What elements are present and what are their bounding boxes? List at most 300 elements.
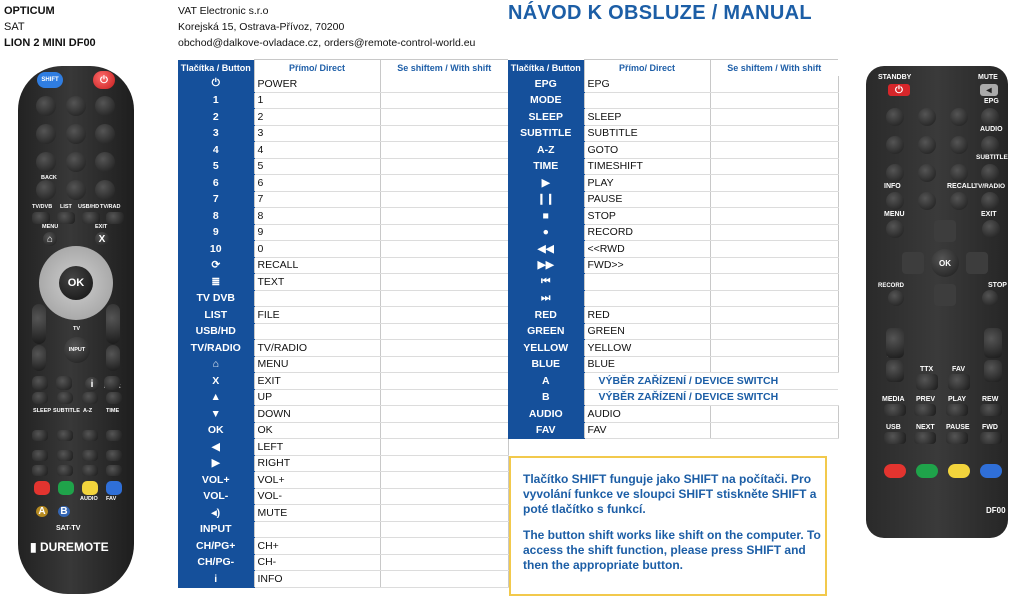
table-row <box>178 472 508 489</box>
button-cell: B <box>508 389 584 406</box>
shift-button: SHIFT <box>37 72 63 88</box>
button-cell: EPG <box>508 76 584 92</box>
button-cell: YELLOW <box>508 340 584 357</box>
table-row <box>178 373 508 390</box>
red-key-right <box>884 464 906 478</box>
table-row <box>508 323 838 340</box>
table-row <box>508 307 838 324</box>
button-cell: ≣ <box>178 274 254 291</box>
label-mute: MUTE <box>978 74 998 81</box>
number-key <box>66 96 86 116</box>
table-row <box>508 224 838 241</box>
remote-key <box>82 212 100 224</box>
remote-key <box>32 212 50 224</box>
table-row <box>508 356 838 373</box>
direct-cell: 8 <box>254 208 380 225</box>
remote-key <box>57 212 75 224</box>
direct-cell: UP <box>254 389 380 406</box>
direct-cell: 4 <box>254 142 380 159</box>
direct-cell: CH- <box>254 554 380 571</box>
remote-key <box>106 392 122 404</box>
shift-note-cz: Tlačítko SHIFT funguje jako SHIFT na počítači. Pro vyvolání funkce ve sloupci SHIFT stiskněte SHIFT a poté tlačítko s funkcí. <box>523 472 817 516</box>
table-row <box>508 208 838 225</box>
shift-cell <box>710 191 838 208</box>
direct-cell: 0 <box>254 241 380 258</box>
direct-cell: 9 <box>254 224 380 241</box>
shift-cell <box>380 191 508 208</box>
direct-cell: VOL- <box>254 488 380 505</box>
remote-key <box>106 212 124 224</box>
direct-cell: EXIT <box>254 373 380 390</box>
button-cell: 8 <box>178 208 254 225</box>
shift-cell <box>380 455 508 472</box>
remote-key <box>984 360 1002 382</box>
col-button: Tlačítka / Button <box>178 60 254 77</box>
button-cell: TV DVB <box>178 290 254 307</box>
button-cell: ◀ <box>178 439 254 456</box>
button-cell: 1 <box>178 92 254 109</box>
button-cell: ◀◀ <box>508 241 584 258</box>
label-list: LIST <box>60 204 72 210</box>
col-button: Tlačítka / Button <box>508 60 584 77</box>
button-cell: 3 <box>178 125 254 142</box>
direct-cell: FAV <box>584 422 710 439</box>
number-key <box>950 108 968 126</box>
table-row <box>178 142 508 159</box>
number-key <box>950 164 968 182</box>
company-name: VAT Electronic s.r.o <box>178 5 269 17</box>
table-row <box>178 76 508 92</box>
shift-cell <box>380 158 508 175</box>
button-cell: SLEEP <box>508 109 584 126</box>
button-cell: USB/HD <box>178 323 254 340</box>
button-cell: i <box>178 571 254 588</box>
button-cell: TV/RADIO <box>178 340 254 357</box>
col-shift: Se shiftem / With shift <box>380 60 508 77</box>
shift-cell <box>710 422 838 439</box>
company-info <box>178 3 475 51</box>
number-key <box>950 136 968 154</box>
button-cell: OK <box>178 422 254 439</box>
button-cell: ⏻ <box>178 76 254 92</box>
duremote-logo: ▮ DUREMOTE <box>30 540 109 554</box>
shift-cell <box>710 142 838 159</box>
table-row <box>178 389 508 406</box>
number-key <box>36 180 56 200</box>
direct-cell: VÝBĚR ZAŘÍZENÍ / DEVICE SWITCH <box>584 389 838 406</box>
shift-cell <box>710 125 838 142</box>
button-cell: ◂) <box>178 505 254 522</box>
button-cell: ● <box>508 224 584 241</box>
number-key <box>886 164 904 182</box>
label-tv: TV <box>73 326 81 332</box>
table-row <box>508 76 838 92</box>
shift-cell <box>380 208 508 225</box>
remote-key <box>946 404 968 416</box>
shift-cell <box>710 356 838 373</box>
number-key <box>95 124 115 144</box>
company-address: Korejská 15, Ostrava-Přívoz, 70200 <box>178 21 345 33</box>
direct-cell: VÝBĚR ZAŘÍZENÍ / DEVICE SWITCH <box>584 373 838 390</box>
table-row <box>178 340 508 357</box>
label-usbhd: USB/HD <box>78 204 100 210</box>
button-cell: 5 <box>178 158 254 175</box>
remote-key <box>82 450 98 461</box>
remote-key <box>106 345 120 371</box>
table-row <box>178 274 508 291</box>
direct-cell: 3 <box>254 125 380 142</box>
direct-cell <box>584 274 710 291</box>
shift-cell <box>710 257 838 274</box>
label-prev-r: PREV <box>916 396 936 403</box>
model: LION 2 MINI DF00 <box>4 37 96 49</box>
label-standby: STANDBY <box>878 74 912 81</box>
remote-key <box>104 376 120 390</box>
shift-cell <box>380 290 508 307</box>
button-cell: 2 <box>178 109 254 126</box>
shift-cell <box>380 257 508 274</box>
label-menu-r: MENU <box>884 211 905 218</box>
button-cell: MODE <box>508 92 584 109</box>
button-cell: SUBTITLE <box>508 125 584 142</box>
button-cell: ▶ <box>178 455 254 472</box>
direct-cell: INFO <box>254 571 380 588</box>
direct-cell: <<RWD <box>584 241 710 258</box>
shift-cell <box>380 373 508 390</box>
table-row <box>178 356 508 373</box>
shift-cell <box>380 571 508 588</box>
red-key-left <box>34 481 50 495</box>
table-row <box>178 488 508 505</box>
remote-key <box>984 328 1002 358</box>
brand: OPTICUM <box>4 5 55 17</box>
label-rew-r: REW <box>982 396 999 403</box>
label-ttx-r: TTX <box>920 366 934 373</box>
table-row <box>508 422 838 439</box>
col-direct: Přímo/ Direct <box>254 60 380 77</box>
direct-cell: RED <box>584 307 710 324</box>
direct-cell: AUDIO <box>584 406 710 423</box>
direct-cell: RIGHT <box>254 455 380 472</box>
table-row <box>508 340 838 357</box>
direct-cell: SUBTITLE <box>584 125 710 142</box>
label-audio-r: AUDIO <box>980 126 1003 133</box>
table-row <box>508 389 838 406</box>
direct-cell <box>254 323 380 340</box>
button-cell: VOL+ <box>178 472 254 489</box>
label-time: TIME <box>106 408 120 414</box>
button-cell: A-Z <box>508 142 584 159</box>
remote-key <box>32 392 48 404</box>
shift-cell <box>380 340 508 357</box>
label-fav: FAV <box>106 496 117 502</box>
remote-key <box>82 430 98 441</box>
direct-cell: LEFT <box>254 439 380 456</box>
shift-cell <box>380 224 508 241</box>
direct-cell: PAUSE <box>584 191 710 208</box>
button-table-right <box>508 59 839 439</box>
direct-cell: RECORD <box>584 224 710 241</box>
remote-key <box>32 376 48 390</box>
table-row <box>178 241 508 258</box>
number-key <box>918 192 936 210</box>
direct-cell: OK <box>254 422 380 439</box>
direct-cell: EPG <box>584 76 710 92</box>
table-row <box>178 521 508 538</box>
table-row <box>508 125 838 142</box>
direct-cell: BLUE <box>584 356 710 373</box>
table-row <box>508 241 838 258</box>
label-epg-r: EPG <box>984 98 999 105</box>
table-row <box>178 455 508 472</box>
remote-key <box>32 465 48 476</box>
number-key <box>918 164 936 182</box>
direct-cell <box>254 521 380 538</box>
number-key <box>918 136 936 154</box>
direct-cell: POWER <box>254 76 380 92</box>
number-key <box>981 164 999 182</box>
label-media-r: MEDIA <box>882 396 905 403</box>
direct-cell: TV/RADIO <box>254 340 380 357</box>
shift-cell <box>380 307 508 324</box>
number-key <box>36 152 56 172</box>
remote-key <box>884 432 906 444</box>
table-row <box>178 208 508 225</box>
direct-cell: GREEN <box>584 323 710 340</box>
number-key <box>95 152 115 172</box>
button-cell: CH/PG+ <box>178 538 254 555</box>
direct-cell: STOP <box>584 208 710 225</box>
direct-cell: SLEEP <box>584 109 710 126</box>
number-key <box>918 108 936 126</box>
direct-cell <box>254 290 380 307</box>
shift-cell <box>380 505 508 522</box>
shift-cell <box>710 175 838 192</box>
label-exit: EXIT <box>95 224 108 230</box>
remote-key <box>56 376 72 390</box>
table-row <box>178 439 508 456</box>
number-key <box>950 192 968 210</box>
device-type: SAT <box>4 21 25 33</box>
table-row <box>178 175 508 192</box>
table-row <box>178 109 508 126</box>
remote-key <box>32 304 46 344</box>
number-key <box>886 108 904 126</box>
dpad-right-remote <box>902 220 988 306</box>
shift-cell <box>380 521 508 538</box>
button-cell: ▼ <box>178 406 254 423</box>
button-cell: 4 <box>178 142 254 159</box>
button-cell: ▶ <box>508 175 584 192</box>
shift-note-en: The button shift works like shift on the computer. To access the shift function, please press SHIFT and then the appropriate button. <box>523 528 821 572</box>
button-cell: LIST <box>178 307 254 324</box>
label-fav-r: FAV <box>952 366 966 373</box>
number-key <box>886 192 904 210</box>
direct-cell: 2 <box>254 109 380 126</box>
blue-key-right <box>980 464 1002 478</box>
table-row <box>178 538 508 555</box>
label-audio: AUDIO <box>80 496 98 502</box>
label-tvdvb: TV/DVB <box>32 204 53 210</box>
shift-cell <box>380 406 508 423</box>
number-key <box>95 96 115 116</box>
label-fwd-r: FWD <box>982 424 998 431</box>
table-row <box>508 406 838 423</box>
remote-key <box>106 465 122 476</box>
table-row <box>178 92 508 109</box>
direct-cell: MENU <box>254 356 380 373</box>
button-cell: ❙❙ <box>508 191 584 208</box>
shift-cell <box>380 323 508 340</box>
ok-button-left: OK <box>59 266 93 300</box>
table-row <box>178 571 508 588</box>
table-row <box>508 109 838 126</box>
remote-key <box>32 430 48 441</box>
label-sleep: SLEEP <box>33 408 52 414</box>
number-key <box>981 108 999 126</box>
b-key-left: B <box>58 506 70 517</box>
direct-cell: 6 <box>254 175 380 192</box>
product-info <box>4 3 96 51</box>
remote-key <box>32 450 48 461</box>
shift-cell <box>380 488 508 505</box>
button-cell: RED <box>508 307 584 324</box>
button-cell: VOL- <box>178 488 254 505</box>
label-play-r: PLAY <box>948 396 967 403</box>
table-row <box>178 257 508 274</box>
shift-cell <box>380 356 508 373</box>
shift-cell <box>710 241 838 258</box>
remote-key <box>106 450 122 461</box>
blue-key-left <box>106 481 122 495</box>
button-cell: 7 <box>178 191 254 208</box>
table-row <box>178 323 508 340</box>
shift-cell <box>710 274 838 291</box>
number-key <box>36 124 56 144</box>
remote-key <box>916 374 938 390</box>
number-key <box>66 152 86 172</box>
table-row <box>508 274 838 291</box>
label-recall-r: RECALL <box>947 183 976 190</box>
table-row <box>508 92 838 109</box>
remote-key <box>106 430 122 441</box>
model-label-right: DF00 <box>986 506 1006 515</box>
table-row <box>178 290 508 307</box>
direct-cell: 7 <box>254 191 380 208</box>
remote-key <box>884 404 906 416</box>
shift-cell <box>380 92 508 109</box>
button-cell: AUDIO <box>508 406 584 423</box>
a-key-left: A <box>36 506 48 517</box>
direct-cell: TEXT <box>254 274 380 291</box>
shift-cell <box>380 439 508 456</box>
number-key <box>981 136 999 154</box>
remote-key <box>980 432 1002 444</box>
number-key <box>66 124 86 144</box>
remote-key <box>886 360 904 382</box>
remote-key <box>980 404 1002 416</box>
button-cell: ■ <box>508 208 584 225</box>
remote-key <box>948 374 970 390</box>
ok-button-right: OK <box>931 249 959 277</box>
direct-cell: VOL+ <box>254 472 380 489</box>
remote-key <box>106 304 120 344</box>
table-row <box>178 158 508 175</box>
shift-cell <box>710 340 838 357</box>
shift-cell <box>710 109 838 126</box>
shift-cell <box>380 389 508 406</box>
remote-key <box>32 345 46 371</box>
green-key-right <box>916 464 938 478</box>
label-tvrad: TV/RAD <box>100 204 121 210</box>
button-cell: X <box>178 373 254 390</box>
table-row <box>178 554 508 571</box>
shift-cell <box>380 175 508 192</box>
button-table-left <box>178 59 509 588</box>
remote-key <box>57 392 73 404</box>
info-icon: i <box>85 377 99 391</box>
button-cell: ⏭ <box>508 290 584 307</box>
button-cell: ⏮ <box>508 274 584 291</box>
direct-cell: PLAY <box>584 175 710 192</box>
shift-cell <box>380 125 508 142</box>
button-cell: A <box>508 373 584 390</box>
number-key <box>95 180 115 200</box>
remote-key <box>886 328 904 358</box>
table-row <box>508 191 838 208</box>
remote-key <box>57 450 73 461</box>
table-row <box>508 373 838 390</box>
col-direct: Přímo/ Direct <box>584 60 710 77</box>
remote-key <box>82 392 98 404</box>
shift-note <box>509 456 827 596</box>
number-key <box>36 96 56 116</box>
model-label-left: SAT-TV <box>56 525 81 532</box>
table-row <box>178 406 508 423</box>
table-row <box>508 257 838 274</box>
number-key <box>886 136 904 154</box>
home-icon: ⌂ <box>43 232 57 246</box>
green-key-left <box>58 481 74 495</box>
direct-cell <box>584 92 710 109</box>
label-tvradio-r: TV/RADIO <box>974 183 1006 190</box>
label-stop-r: STOP <box>988 282 1007 289</box>
shift-cell <box>710 406 838 423</box>
shift-cell <box>380 109 508 126</box>
label-pause-r: PAUSE <box>946 424 970 431</box>
shift-cell <box>710 323 838 340</box>
table-row <box>508 290 838 307</box>
label-subtitle-r: SUBTITLE <box>976 154 1008 161</box>
button-cell: BLUE <box>508 356 584 373</box>
direct-cell: DOWN <box>254 406 380 423</box>
shift-cell <box>380 241 508 258</box>
number-key <box>981 192 999 210</box>
direct-cell: RECALL <box>254 257 380 274</box>
label-back: BACK <box>41 175 57 181</box>
direct-cell: TIMESHIFT <box>584 158 710 175</box>
exit-icon: X <box>95 232 109 246</box>
remote-key <box>57 430 73 441</box>
standby-icon: ⏻ <box>888 84 910 96</box>
shift-cell <box>710 290 838 307</box>
shift-cell <box>380 554 508 571</box>
direct-cell: GOTO <box>584 142 710 159</box>
label-next-r: NEXT <box>916 424 935 431</box>
label-az: A-Z <box>83 408 93 414</box>
table-row <box>178 505 508 522</box>
remote-key <box>914 404 936 416</box>
